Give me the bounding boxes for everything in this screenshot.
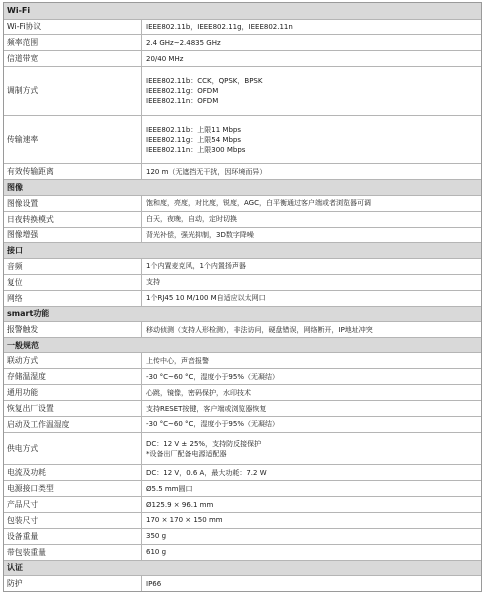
spec-value	[142, 67, 481, 115]
spec-value	[142, 228, 481, 243]
spec-value-line: 2.4 GHz~2.4835 GHz	[146, 38, 221, 47]
spec-row	[4, 400, 481, 416]
spec-value	[142, 196, 481, 211]
spec-value-line: -30 °C~60 °C，湿度小于95%（无凝结）	[146, 420, 279, 429]
section-header: smart功能	[4, 306, 481, 322]
spec-row	[4, 321, 481, 337]
spec-value	[142, 51, 481, 66]
spec-value-line: IEEE802.11g：OFDM	[146, 86, 219, 95]
spec-value-line: -30 °C~60 °C，湿度小于95%（无凝结）	[146, 372, 279, 381]
spec-value-line: IEEE802.11b，IEEE802.11g，IEEE802.11n	[146, 22, 293, 31]
spec-label: 启动及工作温湿度	[4, 417, 142, 432]
spec-value-line: 610 g	[146, 548, 167, 557]
section-header: 认证	[4, 560, 481, 576]
spec-value-line: Ø5.5 mm圆口	[146, 484, 193, 493]
spec-label: 供电方式	[4, 433, 142, 464]
spec-label: 传输速率	[4, 116, 142, 164]
spec-row	[4, 368, 481, 384]
spec-value	[142, 417, 481, 432]
spec-value	[142, 259, 481, 274]
spec-value	[142, 385, 481, 400]
spec-label: 报警触发	[4, 322, 142, 337]
spec-row	[4, 464, 481, 480]
spec-value-line: IEEE802.11b：CCK，QPSK，BPSK	[146, 76, 263, 85]
spec-value-line: IP66	[146, 579, 162, 588]
spec-value	[142, 353, 481, 368]
spec-row	[4, 211, 481, 227]
spec-label: 包装尺寸	[4, 513, 142, 528]
spec-value-line: 20/40 MHz	[146, 54, 184, 63]
spec-row	[4, 195, 481, 211]
spec-value-line: 背光补偿，强光抑制，3D数字降噪	[146, 230, 254, 239]
spec-value	[142, 35, 481, 50]
spec-row	[4, 50, 481, 66]
spec-row	[4, 480, 481, 496]
spec-label: 产品尺寸	[4, 497, 142, 512]
spec-label: 信道带宽	[4, 51, 142, 66]
spec-row	[4, 352, 481, 368]
section-header: 接口	[4, 242, 481, 258]
spec-value-line: IEEE802.11g：上限54 Mbps	[146, 135, 241, 144]
spec-value	[142, 481, 481, 496]
spec-label: 存储温湿度	[4, 369, 142, 384]
spec-value	[142, 465, 481, 480]
spec-value-line: IEEE802.11n：上限300 Mbps	[146, 145, 246, 154]
spec-row	[4, 432, 481, 464]
spec-row	[4, 290, 481, 306]
spec-label: 通用功能	[4, 385, 142, 400]
spec-value	[142, 275, 481, 290]
spec-value-line: 支持	[146, 278, 160, 287]
spec-value	[142, 513, 481, 528]
spec-label: 图像增强	[4, 228, 142, 243]
spec-row	[4, 227, 481, 243]
spec-value	[142, 545, 481, 560]
spec-row	[4, 115, 481, 164]
spec-row	[4, 416, 481, 432]
spec-label: 联动方式	[4, 353, 142, 368]
spec-value-line: IEEE802.11n：OFDM	[146, 96, 219, 105]
spec-value	[142, 20, 481, 35]
spec-label: 图像设置	[4, 196, 142, 211]
spec-row	[4, 384, 481, 400]
spec-row	[4, 19, 481, 35]
spec-value	[142, 433, 481, 464]
spec-value-line: 上传中心，声音报警	[146, 356, 209, 365]
spec-value	[142, 164, 481, 179]
spec-value-line: 心跳，镜像，密码保护，水印技术	[146, 388, 251, 397]
spec-value-line: 1个内置麦克风，1个内置扬声器	[146, 262, 246, 271]
spec-label: 有效传输距离	[4, 164, 142, 179]
spec-value-line: DC：12 V ± 25%，支持防反接保护	[146, 439, 262, 448]
spec-label: Wi-Fi协议	[4, 20, 142, 35]
spec-value-line: DC：12 V，0.6 A，最大功耗：7.2 W	[146, 468, 267, 477]
spec-value	[142, 529, 481, 544]
spec-value	[142, 322, 481, 337]
spec-value	[142, 212, 481, 227]
spec-value-line: 移动侦测（支持人形检测），非法访问，硬盘错误，网络断开，IP地址冲突	[146, 325, 373, 334]
spec-row	[4, 258, 481, 274]
spec-label: 复位	[4, 275, 142, 290]
spec-label: 电流及功耗	[4, 465, 142, 480]
spec-value-line: 350 g	[146, 532, 167, 541]
spec-value-line: 170 × 170 × 150 mm	[146, 516, 223, 525]
spec-label: 网络	[4, 291, 142, 306]
spec-value	[142, 291, 481, 306]
spec-row	[4, 34, 481, 50]
spec-row	[4, 163, 481, 179]
spec-label: 调制方式	[4, 67, 142, 115]
section-header: 一般规范	[4, 337, 481, 353]
spec-label: 电源接口类型	[4, 481, 142, 496]
spec-label: 恢复出厂设置	[4, 401, 142, 416]
spec-label: 设备重量	[4, 529, 142, 544]
spec-value	[142, 497, 481, 512]
spec-table	[3, 2, 482, 592]
spec-label: 音频	[4, 259, 142, 274]
spec-row	[4, 66, 481, 115]
spec-value	[142, 116, 481, 164]
spec-row	[4, 544, 481, 560]
spec-row	[4, 575, 481, 591]
spec-value-line: 120 m（无遮挡无干扰，因环境而异）	[146, 167, 267, 176]
spec-value	[142, 576, 481, 591]
spec-row	[4, 528, 481, 544]
spec-row	[4, 496, 481, 512]
spec-value-line: 白天，夜晚，自动，定时切换	[146, 215, 237, 224]
spec-label: 带包装重量	[4, 545, 142, 560]
spec-value	[142, 401, 481, 416]
section-header: 图像	[4, 179, 481, 195]
section-header: Wi-Fi	[4, 3, 481, 19]
spec-value-line: 饱和度，亮度，对比度，锐度，AGC，白平衡通过客户端或者浏览器可调	[146, 199, 371, 208]
spec-label: 防护	[4, 576, 142, 591]
spec-value	[142, 369, 481, 384]
spec-label: 频率范围	[4, 35, 142, 50]
spec-row	[4, 512, 481, 528]
spec-value-line: 1个RJ45 10 M/100 M自适应以太网口	[146, 294, 266, 303]
spec-value-line: IEEE802.11b：上限11 Mbps	[146, 125, 241, 134]
spec-value-line: *设备出厂配备电源适配器	[146, 449, 227, 458]
spec-value-line: 支持RESET按键，客户端或浏览器恢复	[146, 404, 267, 413]
spec-value-line: Ø125.9 × 96.1 mm	[146, 500, 214, 509]
spec-row	[4, 274, 481, 290]
spec-label: 日夜转换模式	[4, 212, 142, 227]
